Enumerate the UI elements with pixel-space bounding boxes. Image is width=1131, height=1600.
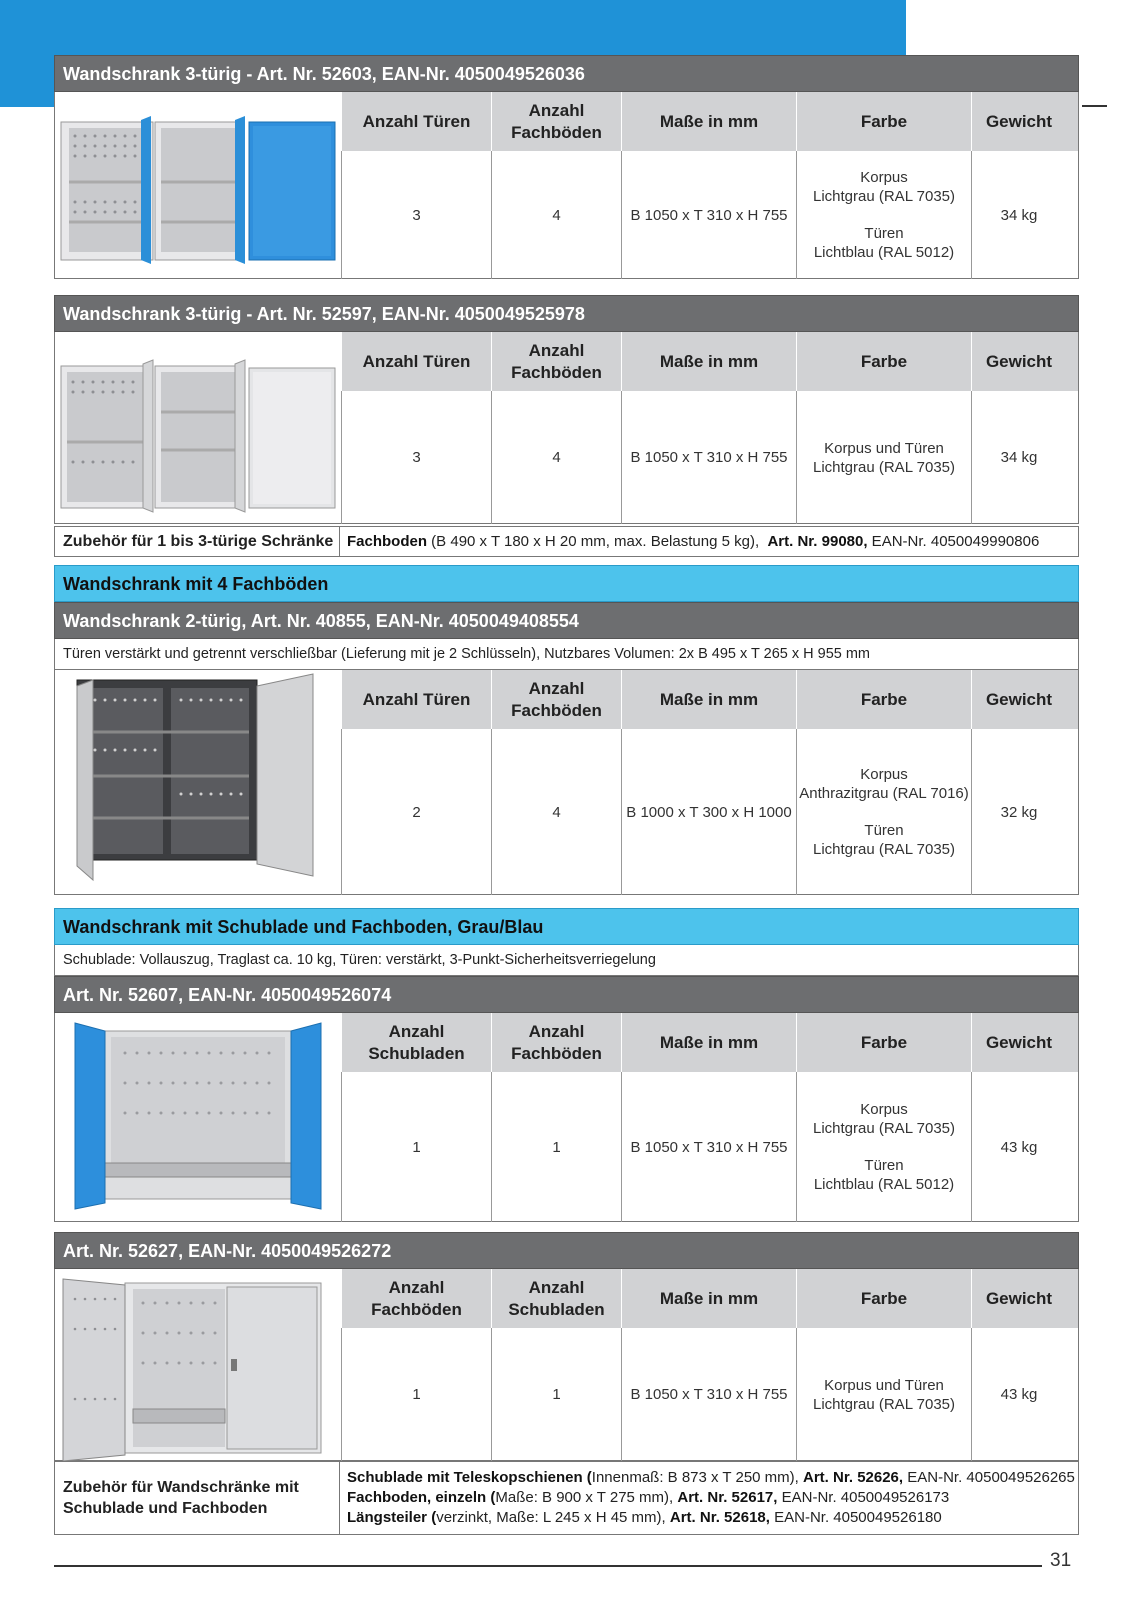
group-title: Wandschrank mit Schublade und Fachboden, Grau/Blau xyxy=(54,908,1079,945)
product-block-52603 xyxy=(54,55,1079,279)
header-drawers: Anzahl Schubladen xyxy=(341,1013,491,1072)
header-color: Farbe xyxy=(796,92,971,151)
color-part-value: Lichtgrau (RAL 7035) xyxy=(812,841,956,858)
right-rule xyxy=(1082,105,1107,107)
table-header xyxy=(341,1269,1078,1328)
color-part-label: Türen xyxy=(864,822,904,839)
cell-dimensions: B 1050 x T 310 x H 755 xyxy=(621,1072,796,1222)
header-dimensions: Maße in mm xyxy=(621,1013,796,1072)
accessory-line-divider xyxy=(347,1508,1078,1528)
accessory-line-shelf xyxy=(347,1488,1078,1508)
accessory-item-spec: (B 490 x T 180 x H 20 mm, max. Belastung 5 kg), xyxy=(427,532,768,550)
accessory-row-2 xyxy=(54,1461,1079,1535)
header-weight: Gewicht xyxy=(971,670,1066,729)
color-part-value: Lichtgrau (RAL 7035) xyxy=(812,458,956,476)
product-block-40855 xyxy=(54,565,1079,895)
accessory-label: Zubehör für Wandschränke mit Schublade und Fachboden xyxy=(55,1462,340,1534)
cell-shelves: 4 xyxy=(491,729,621,895)
accessory-item-ean: EAN-Nr. 4050049526265 xyxy=(903,1469,1075,1486)
color-part-value: Lichtgrau (RAL 7035) xyxy=(812,188,956,205)
cell-dimensions: B 1050 x T 310 x H 755 xyxy=(621,151,796,279)
accessory-label: Zubehör für 1 bis 3-türige Schränke xyxy=(55,527,340,556)
table-header xyxy=(341,332,1078,391)
cell-color xyxy=(796,391,971,524)
group-note: Schublade: Vollauszug, Traglast ca. 10 kg, Türen: verstärkt, 3-Punkt-Sicherheitsverriegelung xyxy=(54,945,1079,976)
accessory-item-spec: Innenmaß: B 873 x T 250 mm), xyxy=(591,1469,804,1486)
cell-shelves: 4 xyxy=(491,151,621,279)
cell-doors: 2 xyxy=(341,729,491,895)
accessory-item-artnr: Art. Nr. 52617, xyxy=(677,1489,778,1506)
color-part-value: Lichtgrau (RAL 7035) xyxy=(812,1395,956,1413)
accessory-item-spec: Maße: B 900 x T 275 mm), xyxy=(495,1489,678,1506)
cell-color xyxy=(796,1072,971,1222)
accessory-text xyxy=(341,527,1078,556)
accessory-item-name: Längsteiler ( xyxy=(347,1509,437,1526)
header-dimensions: Maße in mm xyxy=(621,1269,796,1328)
cell-shelves: 1 xyxy=(341,1328,491,1461)
cell-doors: 3 xyxy=(341,391,491,524)
product-row xyxy=(54,670,1079,895)
accessory-item-name: Schublade mit Teleskopschienen ( xyxy=(347,1469,592,1486)
header-shelves: Anzahl Fachböden xyxy=(491,92,621,151)
top-brand-tab xyxy=(0,55,55,107)
header-dimensions: Maße in mm xyxy=(621,670,796,729)
cell-weight: 34 kg xyxy=(971,391,1066,524)
accessory-item-artnr: Art. Nr. 52618, xyxy=(669,1509,770,1526)
product-image-3-door-gray xyxy=(55,332,341,523)
color-part-label: Korpus und Türen xyxy=(824,1376,944,1394)
color-part-value: Anthrazitgrau (RAL 7016) xyxy=(799,785,969,802)
header-color: Farbe xyxy=(796,1013,971,1072)
cell-shelves: 4 xyxy=(491,391,621,524)
product-title: Wandschrank 3-türig - Art. Nr. 52603, EAN-Nr. 4050049526036 xyxy=(54,55,1079,92)
color-part-label: Korpus xyxy=(860,1101,908,1118)
accessory-item-spec: verzinkt, Maße: L 245 x H 45 mm), xyxy=(436,1509,670,1526)
table-header xyxy=(341,92,1078,151)
header-color: Farbe xyxy=(796,1269,971,1328)
product-note: Türen verstärkt und getrennt verschließbar (Lieferung mit je 2 Schlüsseln), Nutzbares Volumen: 2x B 495 x T 265 x H 955 mm xyxy=(54,639,1079,670)
table-header xyxy=(341,1013,1078,1072)
header-doors: Anzahl Türen xyxy=(341,332,491,391)
color-part-label: Korpus xyxy=(860,766,908,783)
color-part-label: Korpus xyxy=(860,169,908,186)
accessory-text xyxy=(341,1462,1078,1534)
page-number: 31 xyxy=(1050,1550,1072,1571)
header-doors: Anzahl Türen xyxy=(341,670,491,729)
header-color: Farbe xyxy=(796,332,971,391)
product-block-52607 xyxy=(54,908,1079,1222)
cell-doors: 3 xyxy=(341,151,491,279)
accessory-item-ean: EAN-Nr. 4050049990806 xyxy=(867,532,1040,550)
accessory-item-artnr: Art. Nr. 52626, xyxy=(803,1469,904,1486)
product-title: Art. Nr. 52607, EAN-Nr. 4050049526074 xyxy=(54,976,1079,1013)
color-part-value: Lichtblau (RAL 5012) xyxy=(813,1176,955,1193)
header-dimensions: Maße in mm xyxy=(621,332,796,391)
product-table xyxy=(341,670,1078,894)
top-brand-bar xyxy=(0,0,906,55)
cell-color xyxy=(796,1328,971,1461)
color-part-value: Lichtgrau (RAL 7035) xyxy=(812,1120,956,1137)
product-row xyxy=(54,1269,1079,1461)
accessory-row-1 xyxy=(54,526,1079,557)
header-shelves: Anzahl Fachböden xyxy=(491,332,621,391)
product-row xyxy=(54,1013,1079,1222)
header-weight: Gewicht xyxy=(971,1269,1066,1328)
color-part-label: Korpus und Türen xyxy=(824,439,944,457)
cell-weight: 43 kg xyxy=(971,1072,1066,1222)
color-part-label: Türen xyxy=(864,1157,904,1174)
table-header xyxy=(341,670,1078,729)
accessory-item-name: Fachboden, einzeln ( xyxy=(347,1489,496,1506)
accessory-item-name: Fachboden xyxy=(347,532,428,550)
product-block-52597 xyxy=(54,295,1079,524)
cell-dimensions: B 1000 x T 300 x H 1000 xyxy=(621,729,796,895)
header-dimensions: Maße in mm xyxy=(621,92,796,151)
cell-color xyxy=(796,151,971,279)
cell-drawers: 1 xyxy=(491,1328,621,1461)
accessory-item-artnr: Art. Nr. 99080, xyxy=(767,532,868,550)
product-image-drawer-blue xyxy=(55,1013,341,1221)
group-title: Wandschrank mit 4 Fachböden xyxy=(54,565,1079,602)
accessory-item-ean: EAN-Nr. 4050049526180 xyxy=(769,1509,942,1526)
product-row xyxy=(54,92,1079,279)
header-color: Farbe xyxy=(796,670,971,729)
cell-dimensions: B 1050 x T 310 x H 755 xyxy=(621,1328,796,1461)
header-shelves: Anzahl Fachböden xyxy=(491,670,621,729)
product-title: Wandschrank 2-türig, Art. Nr. 40855, EAN-Nr. 4050049408554 xyxy=(54,602,1079,639)
cell-weight: 34 kg xyxy=(971,151,1066,279)
product-image-3-door-blue xyxy=(55,92,341,278)
product-title: Wandschrank 3-türig - Art. Nr. 52597, EAN-Nr. 4050049525978 xyxy=(54,295,1079,332)
bottom-rule xyxy=(54,1565,1042,1567)
cell-dimensions: B 1050 x T 310 x H 755 xyxy=(621,391,796,524)
accessory-line-drawer xyxy=(347,1468,1078,1488)
product-row xyxy=(54,332,1079,524)
product-table xyxy=(341,1013,1078,1221)
header-shelves: Anzahl Fachböden xyxy=(491,1013,621,1072)
product-title: Art. Nr. 52627, EAN-Nr. 4050049526272 xyxy=(54,1232,1079,1269)
header-doors: Anzahl Türen xyxy=(341,92,491,151)
product-table xyxy=(341,1269,1078,1460)
header-weight: Gewicht xyxy=(971,92,1066,151)
cell-shelves: 1 xyxy=(491,1072,621,1222)
product-table xyxy=(341,92,1078,278)
product-block-52627 xyxy=(54,1232,1079,1461)
color-part-label: Türen xyxy=(864,225,904,242)
header-weight: Gewicht xyxy=(971,1013,1066,1072)
accessory-item-ean: EAN-Nr. 4050049526173 xyxy=(777,1489,950,1506)
header-shelves: Anzahl Fachböden xyxy=(341,1269,491,1328)
color-part-value: Lichtblau (RAL 5012) xyxy=(813,244,955,261)
header-weight: Gewicht xyxy=(971,332,1066,391)
cell-weight: 43 kg xyxy=(971,1328,1066,1461)
cell-color xyxy=(796,729,971,895)
product-table xyxy=(341,332,1078,523)
product-image-2-door-anthracite xyxy=(55,670,341,894)
cell-drawers: 1 xyxy=(341,1072,491,1222)
header-drawers: Anzahl Schubladen xyxy=(491,1269,621,1328)
product-image-drawer-gray xyxy=(55,1269,341,1460)
cell-weight: 32 kg xyxy=(971,729,1066,895)
